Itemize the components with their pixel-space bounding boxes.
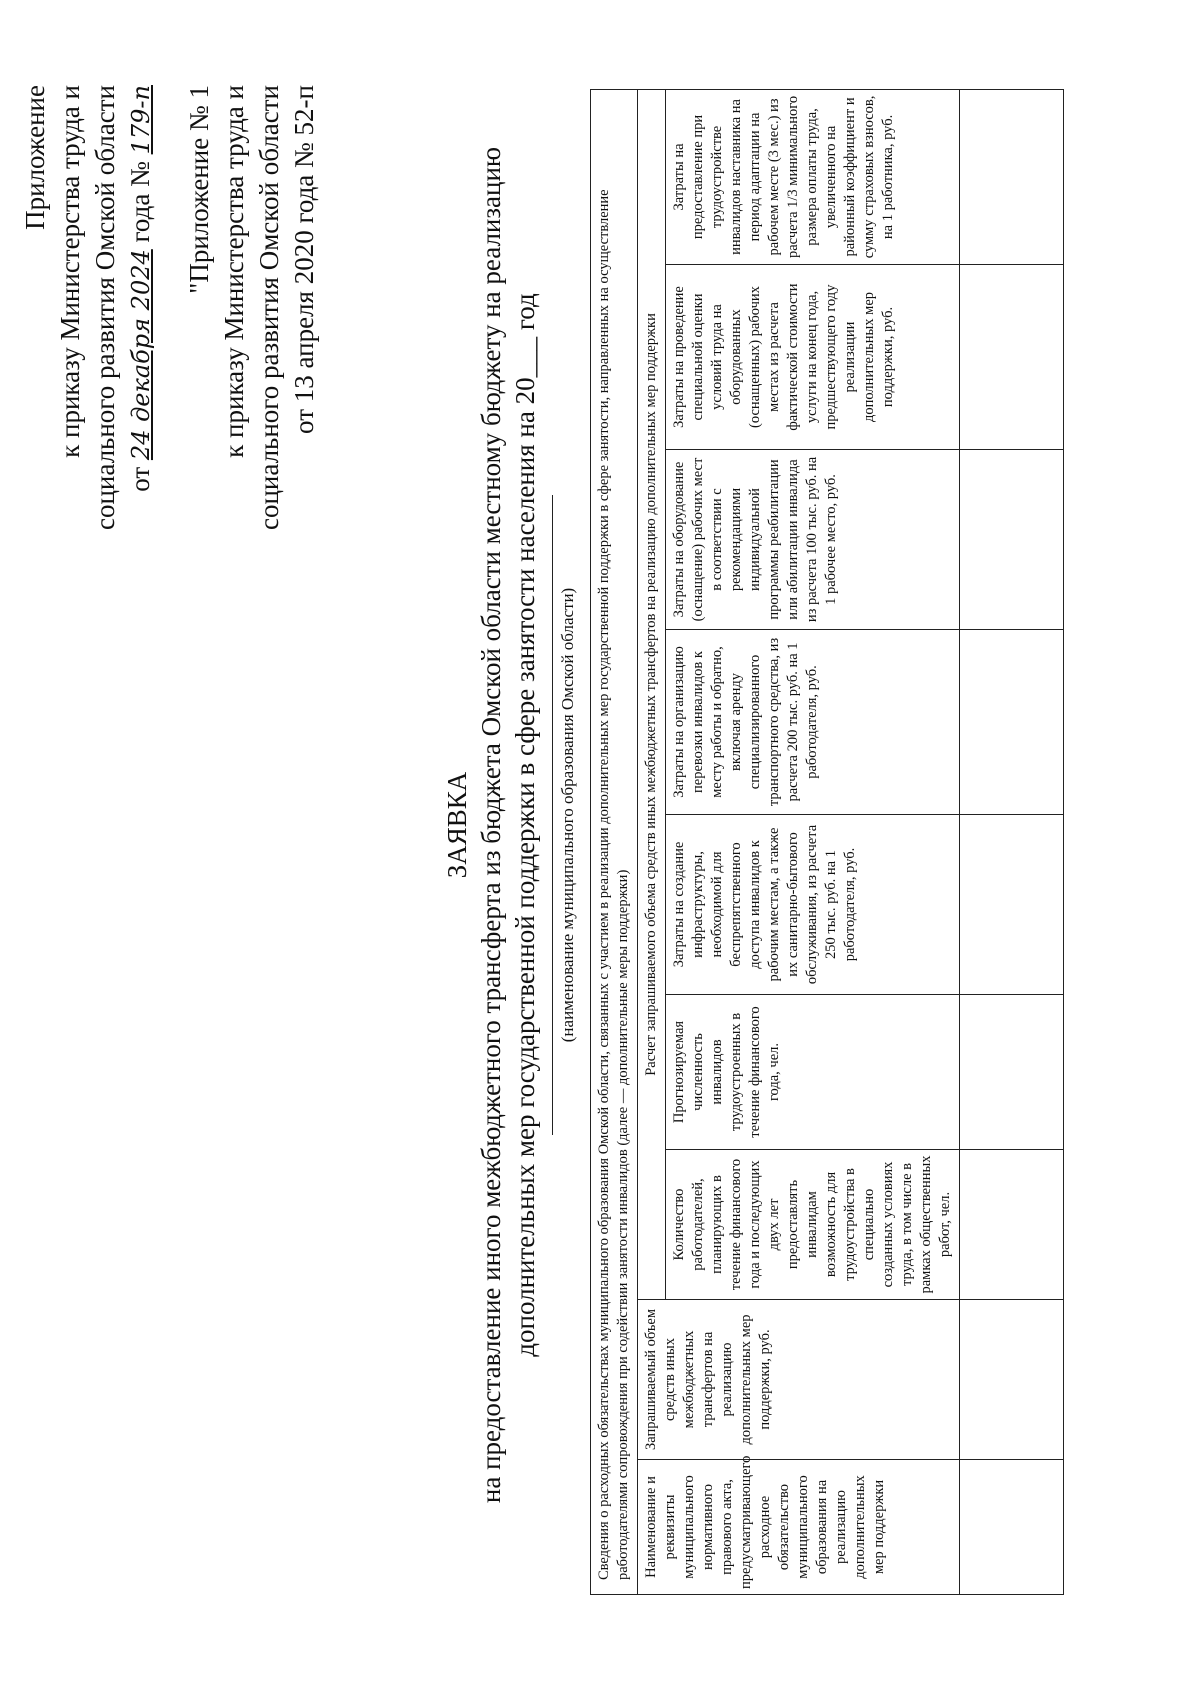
org-name-caption: (наименование муниципального образования Омской области) [558, 587, 577, 1043]
appendix-1-line-1: к приказу Министерства труда и [219, 85, 249, 458]
table-cell[interactable] [960, 265, 1064, 450]
appendix-line-1: к приказу Министерства труда и [55, 85, 85, 458]
header-employers-count: Количество работодателей, планирующих в течение финансового года и последующих двух лет предоставлять инвалидам возможность для трудоустройства в специально созданных условиях труда, в том числе в рамках общественных работ, чел. [666, 1150, 960, 1300]
appendix-line-2: социального развития Омской области [90, 85, 120, 531]
appendix-1-line-3: от 13 апреля 2020 года № 52-п [289, 85, 319, 434]
appendix-line-3: от 24 декабря 2024 года № 179-п [125, 85, 155, 492]
header-infrastructure-costs: Затраты на создание инфраструктуры, необходимой для беспрепятственного доступа инвалидов к рабочим местам, а также их санитарно-бытового обслуживания, из расчета 250 тыс. руб. на 1 работодателя, руб. [666, 815, 960, 995]
handwritten-date: 24 декабря 2024 [127, 249, 155, 461]
table-cell[interactable] [960, 630, 1064, 815]
table-cell[interactable] [960, 89, 1064, 264]
header-legal-act: Наименование и реквизиты муниципального нормативного правового акта, предусматривающего расходное обязательство муниципального образования на реализацию дополнительных мер поддержки [638, 1460, 960, 1595]
header-special-assessment-costs: Затраты на проведение специальной оценки условий труда на оборудованных (оснащенных) рабочих местах из расчета фактической стоимости услуги на конец года, предшествующего году реализации дополнительных мер поддержки, руб. [666, 265, 960, 450]
table-row [960, 89, 1064, 1594]
title-line-2: дополнительных мер государственной поддержки в сфере занятости населения на 20___ год [510, 293, 540, 1357]
title-line-1: на предоставление иного межбюджетного трансферта из бюджета Омской области местному бюджету на реализацию [476, 146, 506, 1504]
table-cell[interactable] [960, 815, 1064, 995]
appendix-1-title: "Приложение № 1 [184, 85, 214, 294]
table-cell[interactable] [960, 1300, 1064, 1460]
table-cell[interactable] [960, 1460, 1064, 1595]
appendix-1-header [182, 85, 322, 530]
header-workplace-equipment-costs: Затраты на оборудование (оснащение) рабочих мест в соответствии с рекомендациями индивидуальной программы реабилитации или абилитации инвалида из расчета 100 тыс. руб. на 1 рабочее место, руб. [666, 450, 960, 630]
appendix-1-line-2: социального развития Омской области [254, 85, 284, 531]
table-cell[interactable] [960, 995, 1064, 1150]
header-requested-volume: Запрашиваемый объем средств иных межбюджетных трансфертов на реализацию дополнительных мер поддержки, руб. [638, 1300, 960, 1460]
header-calculation-band: Расчет запрашиваемого объема средств иных межбюджетных трансфертов на реализацию дополнительных мер поддержки [638, 89, 666, 1299]
table-header-band: Сведения о расходных обязательствах муниципального образования Омской области, связанных с участием в реализации дополнительных мер государственной поддержки в сфере занятости, направленных на осуществление работодателями сопровождения при содействии занятости инвалидов (далее — дополнительные меры поддержки) [591, 89, 638, 1594]
appendix-title: Приложение [20, 85, 50, 230]
title-word: ЗАЯВКА [442, 771, 472, 879]
header-disabled-employed: Прогнозируемая численность инвалидов трудоустроенных в течение финансового года, чел. [666, 995, 960, 1150]
appendix-header [18, 85, 159, 530]
table-cell[interactable] [960, 450, 1064, 630]
handwritten-number: 179-п [127, 85, 155, 155]
org-name-line [552, 495, 553, 1135]
document-title [440, 55, 542, 1595]
header-mentor-costs: Затраты на предоставление при трудоустройстве инвалидов наставника на период адаптации на рабочем месте (3 мес.) из расчета 1/3 минимального размера оплаты труда, увеличенного на районный коэффициент и сумму страховых взносов, на 1 работника, руб. [666, 89, 960, 264]
application-table [590, 89, 1064, 1595]
header-transport-costs: Затраты на организацию перевозки инвалидов к месту работы и обратно, включая аренду специализированного транспортного средства, из расчета 200 тыс. руб. на 1 работодателя, руб. [666, 630, 960, 815]
document-sheet [0, 15, 1180, 1655]
table-cell[interactable] [960, 1150, 1064, 1300]
